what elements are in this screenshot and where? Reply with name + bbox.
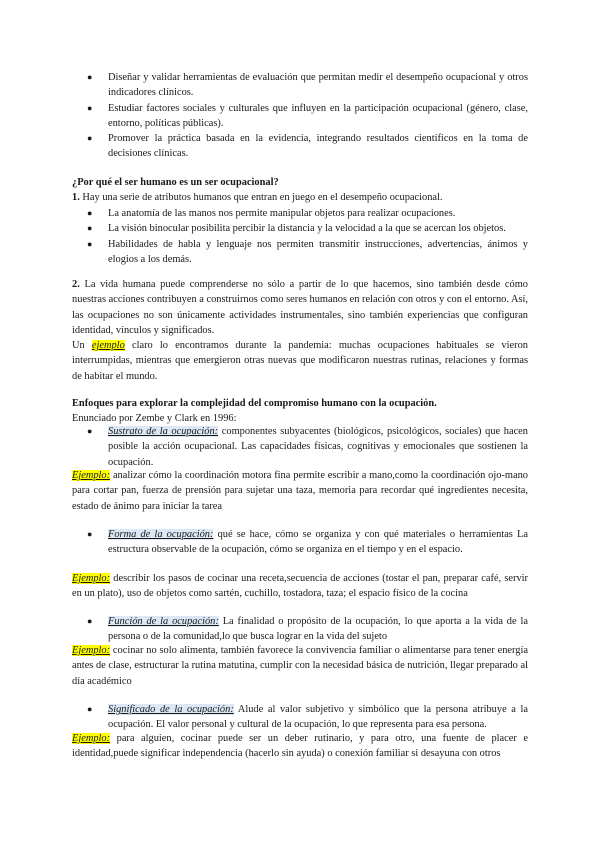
bullet-icon: ●	[87, 704, 93, 714]
section-heading: Enfoques para explorar la complejidad del compromiso humano con la ocupación.	[72, 398, 437, 409]
item-sustrato	[0, 424, 600, 470]
list-item: ● Función de la ocupación: La finalidad o propósito de la ocupación, lo que aporta a la vida de la persona o de la comunidad,lo que busca lograr en la vida del sujeto	[87, 616, 528, 643]
point-2-block	[0, 277, 600, 384]
list-item: ● Forma de la ocupación: qué se hace, cómo se organiza y con qué materiales o herramientas La estructura observable de la ocupación, cómo se organiza en el tiempo y en el espacio.	[87, 529, 528, 556]
section-ser-ocupacional	[0, 175, 600, 206]
example-label: Ejemplo:	[72, 645, 111, 656]
example-significado: Ejemplo: para alguien, cocinar puede ser un deber rutinario, y para otro, una fuente de placer e identidad,puede significar independencia (hacerlo sin ayuda) o conexión familiar si desayuna con otros	[72, 733, 528, 760]
bullet-icon: ●	[87, 223, 93, 234]
list-item: ● La visión binocular posibilita percibir la distancia y la velocidad a la que se acercan los objetos.	[0, 221, 600, 236]
section-heading: ¿Por qué el ser humano es un ser ocupacional?	[72, 177, 279, 188]
list-item: ● Promover la práctica basada en la evidencia, integrando resultados científicos en la toma de decisiones clínicas.	[87, 133, 528, 160]
item-funcion	[0, 614, 600, 645]
list-item: ● Significado de la ocupación: Alude al valor subjetivo y simbólico que la persona atribuye a la ocupación. El valor personal y cultural de la ocupación, lo que representa para esa persona.	[87, 704, 529, 731]
example-label: Ejemplo:	[72, 470, 111, 481]
bullet-icon: ●	[87, 616, 93, 626]
bullet-icon: ●	[87, 238, 93, 249]
attribute-bullet-list	[0, 206, 600, 267]
section-subtitle: Enunciado por Zembe y Clark en 1996:	[72, 413, 237, 425]
section-enfoques	[0, 396, 600, 427]
bullet-icon: ●	[87, 72, 93, 82]
bullet-icon: ●	[87, 102, 93, 113]
list-item: ● Estudiar factores sociales y culturales que influyen en la participación ocupacional (género, clase, entorno, políticas públicas).	[87, 102, 528, 129]
item-forma	[0, 527, 600, 558]
term-highlight: Sustrato de la ocupación:	[108, 426, 219, 437]
list-item: ● Diseñar y validar herramientas de evaluación que permitan medir el desempeño ocupacional y otros indicadores clínicos.	[87, 72, 528, 99]
list-item: ● La anatomía de las manos nos permite manipular objetos para realizar ocupaciones.	[0, 206, 600, 221]
example-label: Ejemplo:	[72, 733, 111, 744]
term-highlight: Forma de la ocupación:	[108, 529, 214, 540]
list-item: ● Habilidades de habla y lenguaje nos permiten transmitir instrucciones, advertencias, ánimos y elogios a los demás.	[87, 238, 528, 265]
bullet-icon: ●	[87, 133, 93, 144]
term-highlight: Función de la ocupación:	[108, 616, 219, 627]
example-forma: Ejemplo: describir los pasos de cocinar una receta,secuencia de acciones (tostar el pan, preparar café, servir en un plato), uso de objetos como sartén, cuchillo, tostadora, taza; el espacio físico de la cocina	[72, 573, 528, 600]
example-funcion: Ejemplo: cocinar no solo alimenta, también favorece la convivencia familiar o alimentarse para tener energía antes de clase, estructurar la rutina matutina, cumplir con la necesidad básica de nutrición, llegar preparado al día académico	[72, 645, 528, 687]
item-significado	[0, 702, 600, 733]
point-2: 2. La vida humana puede comprenderse no sólo a partir de lo que hacemos, sino también desde cómo nuestras acciones contribuyen a construirnos como seres humanos en relación con otros y con el entorno. Así, las ocupaciones no son únicamente actividades instrumentales, sino también experiencias que configuran identidad, vínculos y significados.	[72, 279, 528, 336]
term-highlight: Significado de la ocupación:	[108, 704, 234, 715]
example-highlight: ejemplo	[91, 340, 125, 352]
example-label: Ejemplo:	[72, 573, 111, 584]
example-sustrato: Ejemplo: analizar cómo la coordinación motora fina permite escribir a mano,como la coordinación ojo-mano para cortar pan, fuerza de prensión para sujetar una taza, memoria para recordar qué ingredientes necesita, estado de ánimo para iniciar la tarea	[72, 470, 528, 512]
top-bullet-list	[0, 70, 600, 162]
list-item: ● Sustrato de la ocupación: componentes subyacentes (biológicos, psicológicos, sociales) que hacen posible la acción ocupacional. Las capacidades físicas, cognitivas y emocionales que sostienen la ocupación.	[87, 426, 528, 468]
pandemic-example: Un ejemplo claro lo encontramos durante la pandemia: muchas ocupaciones habituales se vieron interrumpidas, mientras que emergieron otras nuevas que modificaron nuestras rutinas, relaciones y formas de habitar el mundo.	[72, 340, 528, 382]
bullet-icon: ●	[87, 208, 93, 218]
bullet-icon: ●	[87, 426, 93, 436]
bullet-icon: ●	[87, 529, 93, 539]
point-1: 1. Hay una serie de atributos humanos que entran en juego en el desempeño ocupacional.	[72, 192, 443, 204]
